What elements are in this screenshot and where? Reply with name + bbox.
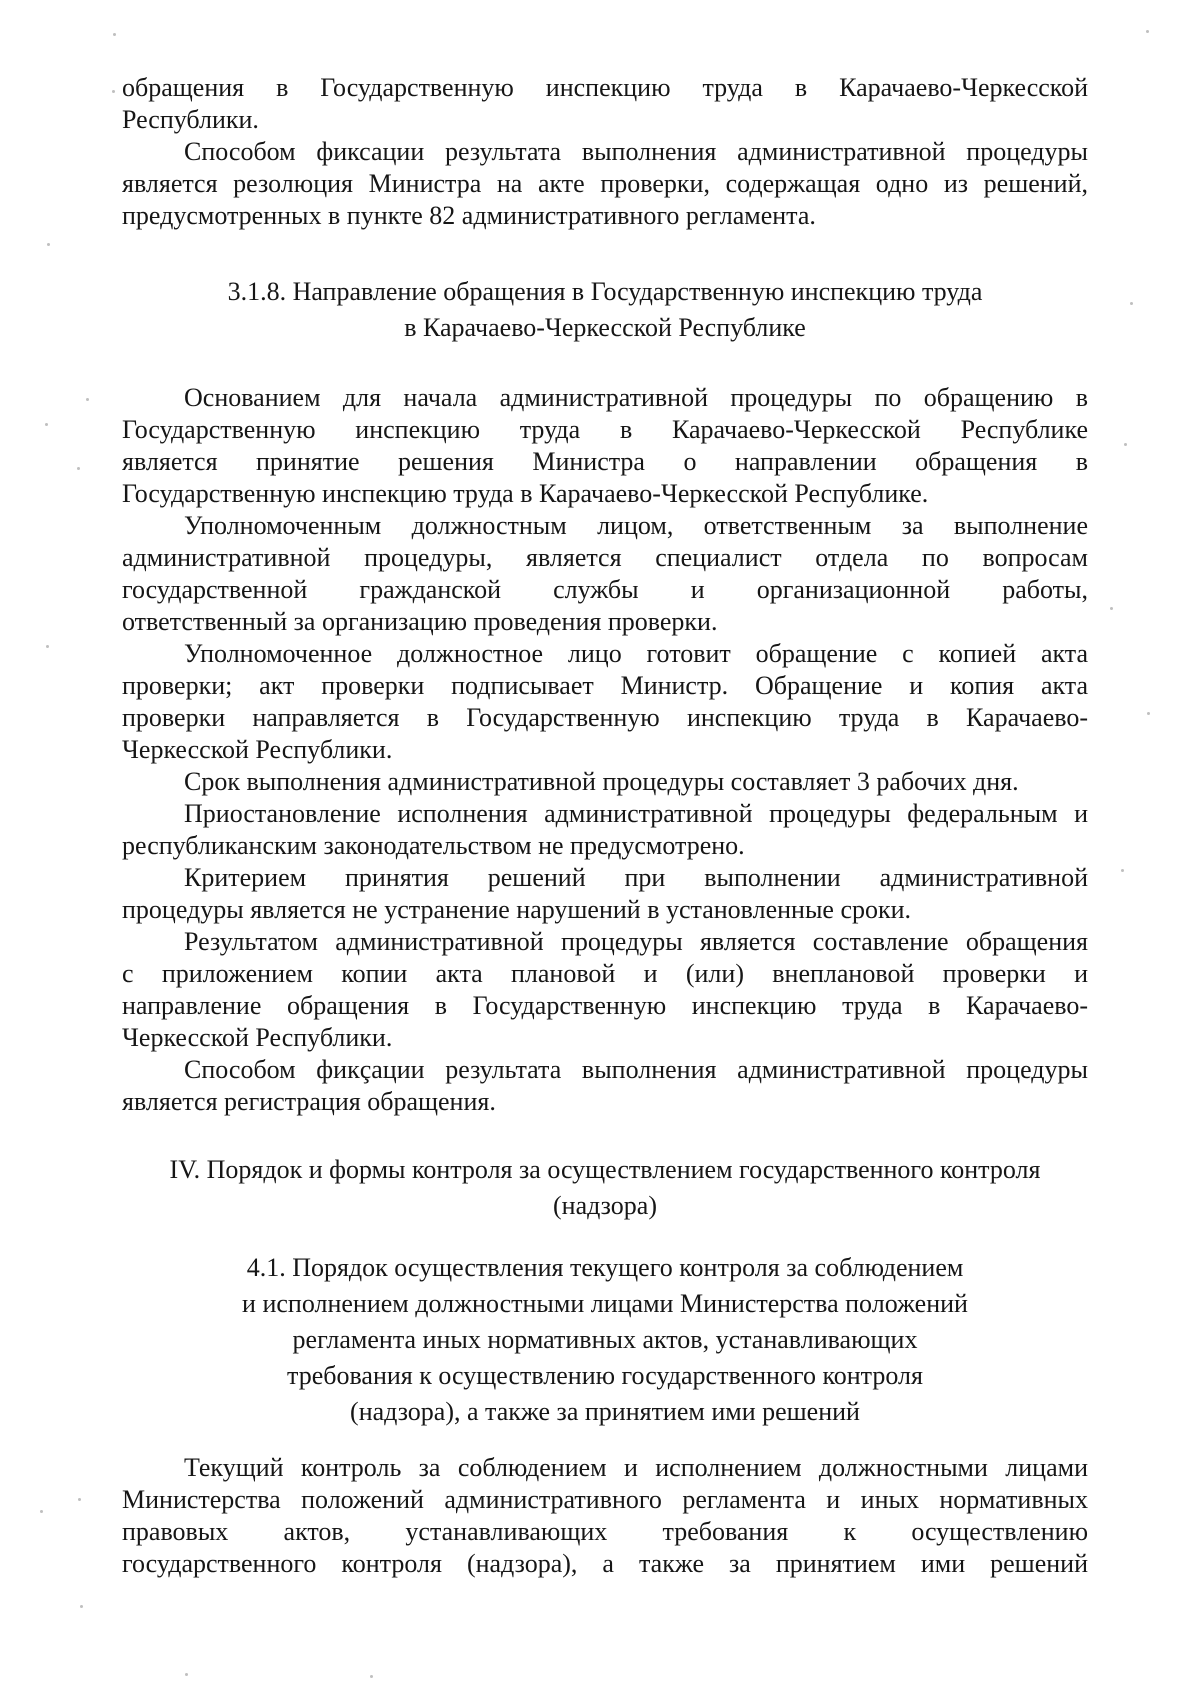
text-line: направление обращения в Государственную инспекцию труда в Карачаево-	[122, 991, 1088, 1020]
scan-noise-speck	[185, 1673, 188, 1676]
scan-noise-speck	[80, 1605, 83, 1608]
scan-noise-speck	[1124, 443, 1127, 446]
heading-line: IV. Порядок и формы контроля за осуществлением государственного контроля	[169, 1155, 1041, 1184]
text-line: Основанием для начала административной процедуры по обращению в	[184, 383, 1088, 412]
paragraph	[122, 1054, 1088, 1118]
paragraph	[122, 766, 1088, 798]
text-line: Срок выполнения административной процедуры составляет 3 рабочих дня.	[184, 767, 1019, 796]
scan-noise-speck	[47, 243, 50, 246]
text-line: Результатом административной процедуры является составление обращения	[184, 927, 1088, 956]
section-heading-4-1	[122, 1250, 1088, 1430]
chapter-heading-IV	[122, 1152, 1088, 1224]
text-line: с приложением копии акта плановой и (или) внеплановой проверки и	[122, 959, 1088, 988]
text-line: проверки; акт проверки подписывает Министр. Обращение и копия акта	[122, 671, 1088, 700]
text-line: Критерием принятия решений при выполнении административной	[184, 863, 1088, 892]
text-line: республиканским законодательством не предусмотрено.	[122, 831, 745, 860]
paragraph	[122, 510, 1088, 638]
scan-noise-speck	[1147, 712, 1150, 715]
scan-noise-speck	[1146, 30, 1149, 33]
scan-noise-speck	[1121, 869, 1124, 872]
text-line: Министерства положений административного регламента и иных нормативных	[122, 1485, 1088, 1514]
scan-noise-speck	[1130, 302, 1133, 305]
text-line: правовых актов, устанавливающих требования к осуществлению	[122, 1517, 1088, 1546]
paragraph	[122, 926, 1088, 1054]
text-line: Республики.	[122, 105, 259, 134]
scan-noise-speck	[112, 90, 115, 93]
text-line: Уполномоченное должностное лицо готовит обращение с копией акта	[184, 639, 1088, 668]
heading-line: требования к осуществлению государственного контроля	[287, 1361, 923, 1390]
text-line: Уполномоченным должностным лицом, ответственным за выполнение	[184, 511, 1088, 540]
text-line: государственной гражданской службы и организационной работы,	[122, 575, 1088, 604]
section-heading-3-1-8	[122, 274, 1088, 346]
text-line: проверки направляется в Государственную инспекцию труда в Карачаево-	[122, 703, 1088, 732]
heading-line: в Карачаево-Черкесской Республике	[404, 313, 806, 342]
text-line: ответственный за организацию проведения проверки.	[122, 607, 718, 636]
text-line: Способом фикçации результата выполнения административной процедуры	[184, 1055, 1088, 1084]
text-line: является регистрация обращения.	[122, 1087, 496, 1116]
text-line: является резолюция Министра на акте проверки, содержащая одно из решений,	[122, 169, 1088, 198]
text-line: является принятие решения Министра о направлении обращения в	[122, 447, 1088, 476]
scan-noise-speck	[370, 1675, 373, 1678]
paragraph	[122, 798, 1088, 862]
text-line: Текущий контроль за соблюдением и исполнением должностными лицами	[184, 1453, 1088, 1482]
document-text-column	[122, 72, 1088, 1580]
scan-noise-speck	[1110, 607, 1113, 610]
heading-line: (надзора)	[553, 1191, 657, 1220]
heading-line: (надзора), а также за принятием ими решений	[350, 1397, 860, 1426]
text-line: Способом фиксации результата выполнения административной процедуры	[184, 137, 1088, 166]
text-line: Государственную инспекцию труда в Карачаево-Черкесской Республике	[122, 415, 1088, 444]
scan-noise-speck	[46, 645, 49, 648]
paragraph	[122, 1452, 1088, 1580]
paragraph	[122, 862, 1088, 926]
paragraph	[122, 638, 1088, 766]
text-line: предусмотренных в пункте 82 административного регламента.	[122, 201, 816, 230]
text-line: государственного контроля (надзора), а также за принятием ими решений	[122, 1549, 1088, 1578]
text-line: Приостановление исполнения административной процедуры федеральным и	[184, 799, 1088, 828]
text-line: обращения в Государственную инспекцию труда в Карачаево-Черкесской	[122, 73, 1088, 102]
paragraph	[122, 382, 1088, 510]
text-line: административной процедуры, является специалист отдела по вопросам	[122, 543, 1088, 572]
continued-paragraph	[122, 72, 1088, 136]
scan-noise-speck	[113, 33, 116, 36]
heading-line: и исполнением должностными лицами Министерства положений	[242, 1289, 968, 1318]
heading-line: 4.1. Порядок осуществления текущего контроля за соблюдением	[246, 1253, 964, 1282]
scan-noise-speck	[78, 1498, 81, 1501]
scan-noise-speck	[45, 423, 48, 426]
heading-line: регламента иных нормативных актов, устанавливающих	[292, 1325, 918, 1354]
text-line: Черкесской Республики.	[122, 1023, 393, 1052]
heading-line: 3.1.8. Направление обращения в Государственную инспекцию труда	[227, 277, 983, 306]
scan-noise-speck	[77, 467, 80, 470]
text-line: Государственную инспекцию труда в Карачаево-Черкесской Республике.	[122, 479, 929, 508]
paragraph	[122, 136, 1088, 232]
text-line: Черкесской Республики.	[122, 735, 393, 764]
scan-noise-speck	[40, 1510, 43, 1513]
scan-noise-speck	[86, 398, 89, 401]
text-line: процедуры является не устранение нарушений в установленные сроки.	[122, 895, 912, 924]
